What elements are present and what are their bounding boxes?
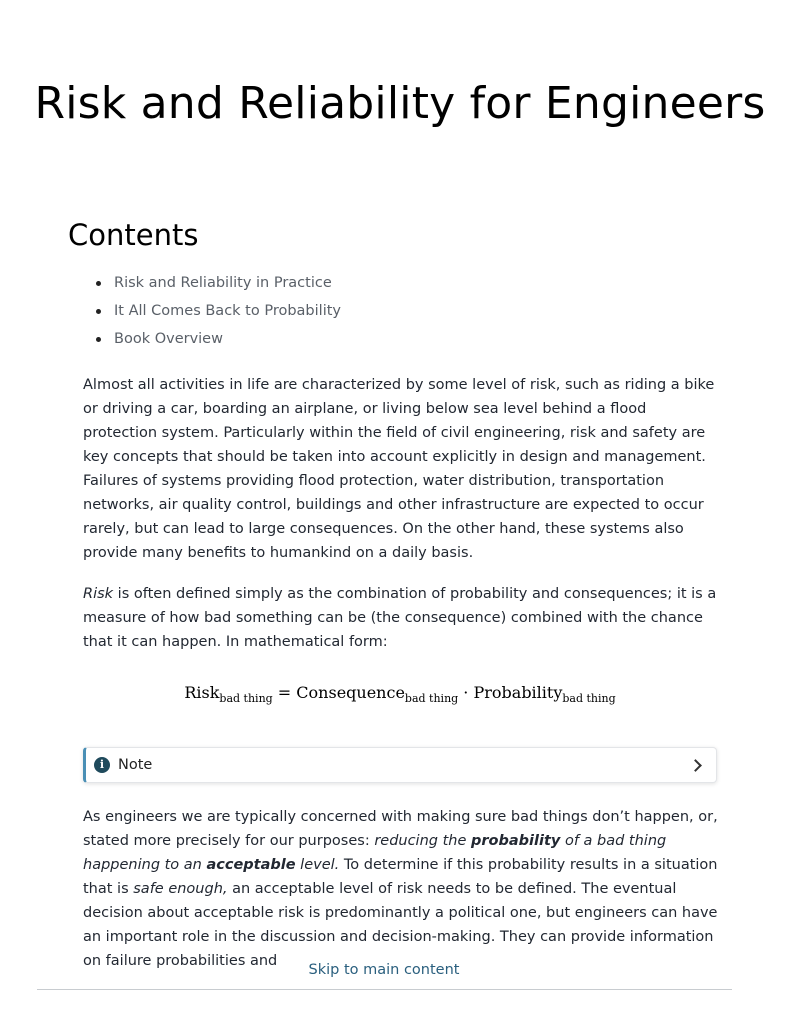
formula-subscript: bad thing: [219, 692, 273, 705]
paragraph-text: As engineers we are typically concerned with making sure bad things don’t happen, or, stated more precisely for our purposes:: [83, 809, 718, 849]
emphasis-safe-enough: safe enough,: [133, 881, 228, 897]
formula-consequence: Consequence: [296, 683, 405, 702]
paragraph-text: To determine if this probability results in a situation that is: [83, 857, 718, 897]
emphasis-part: level.: [295, 857, 340, 873]
risk-definition-paragraph: [83, 582, 719, 654]
toc-item-risk-reliability-practice[interactable]: Risk and Reliability in Practice: [96, 269, 341, 297]
toc-item-book-overview[interactable]: Book Overview: [96, 325, 341, 353]
note-label: Note: [118, 757, 153, 773]
table-of-contents: [96, 269, 341, 353]
engineers-paragraph: [83, 805, 719, 969]
note-admonition-toggle[interactable]: [83, 747, 717, 783]
risk-definition-text: is often defined simply as the combination of probability and consequences; it is a measure of how bad something can be (the consequence) combined with the chance that it can happen. In mathematical form:: [83, 586, 717, 650]
formula-subscript: bad thing: [404, 692, 459, 705]
page-title: Risk and Reliability for Engineers: [34, 78, 766, 129]
info-icon: i: [94, 757, 110, 773]
emphasis-part: reducing the: [374, 833, 471, 849]
formula-times: ·: [463, 683, 469, 702]
bold-acceptable: acceptable: [206, 857, 296, 873]
chevron-right-icon[interactable]: [689, 759, 702, 772]
formula-subscript: bad thing: [562, 692, 616, 705]
formula-probability: Probability: [473, 683, 563, 702]
skip-to-main-content-link[interactable]: Skip to main content: [308, 962, 460, 978]
toc-item-probability[interactable]: It All Comes Back to Probability: [96, 297, 341, 325]
divider: [37, 989, 732, 990]
intro-paragraph: Almost all activities in life are characterized by some level of risk, such as riding a bike or driving a car, boarding an airplane, or living below sea level behind a flood protection system. Particularly within the field of civil engineering, risk and safety are key concepts that should be taken into account explicitly in design and management. Failures of systems providing flood protection, water distribution, transportation networks, air quality control, buildings and other infrastructure are expected to occur rarely, but can lead to large consequences. On the other hand, these systems also provide many benefits to humankind on a daily basis.: [83, 377, 715, 561]
contents-heading: Contents: [68, 218, 199, 252]
formula-equals: =: [277, 683, 292, 702]
formula-risk: Risk: [184, 683, 220, 702]
emphasis-part: of a bad thing happening to an: [83, 833, 667, 873]
risk-formula: [0, 683, 800, 705]
paragraph-text: an acceptable level of risk needs to be defined. The eventual decision about acceptable risk is predominantly a political one, but engineers can have an important role in the discussion and decision-making. They can provide information on failure probabilities and: [83, 881, 718, 969]
bold-probability: probability: [471, 833, 561, 849]
risk-term: Risk: [83, 586, 114, 602]
